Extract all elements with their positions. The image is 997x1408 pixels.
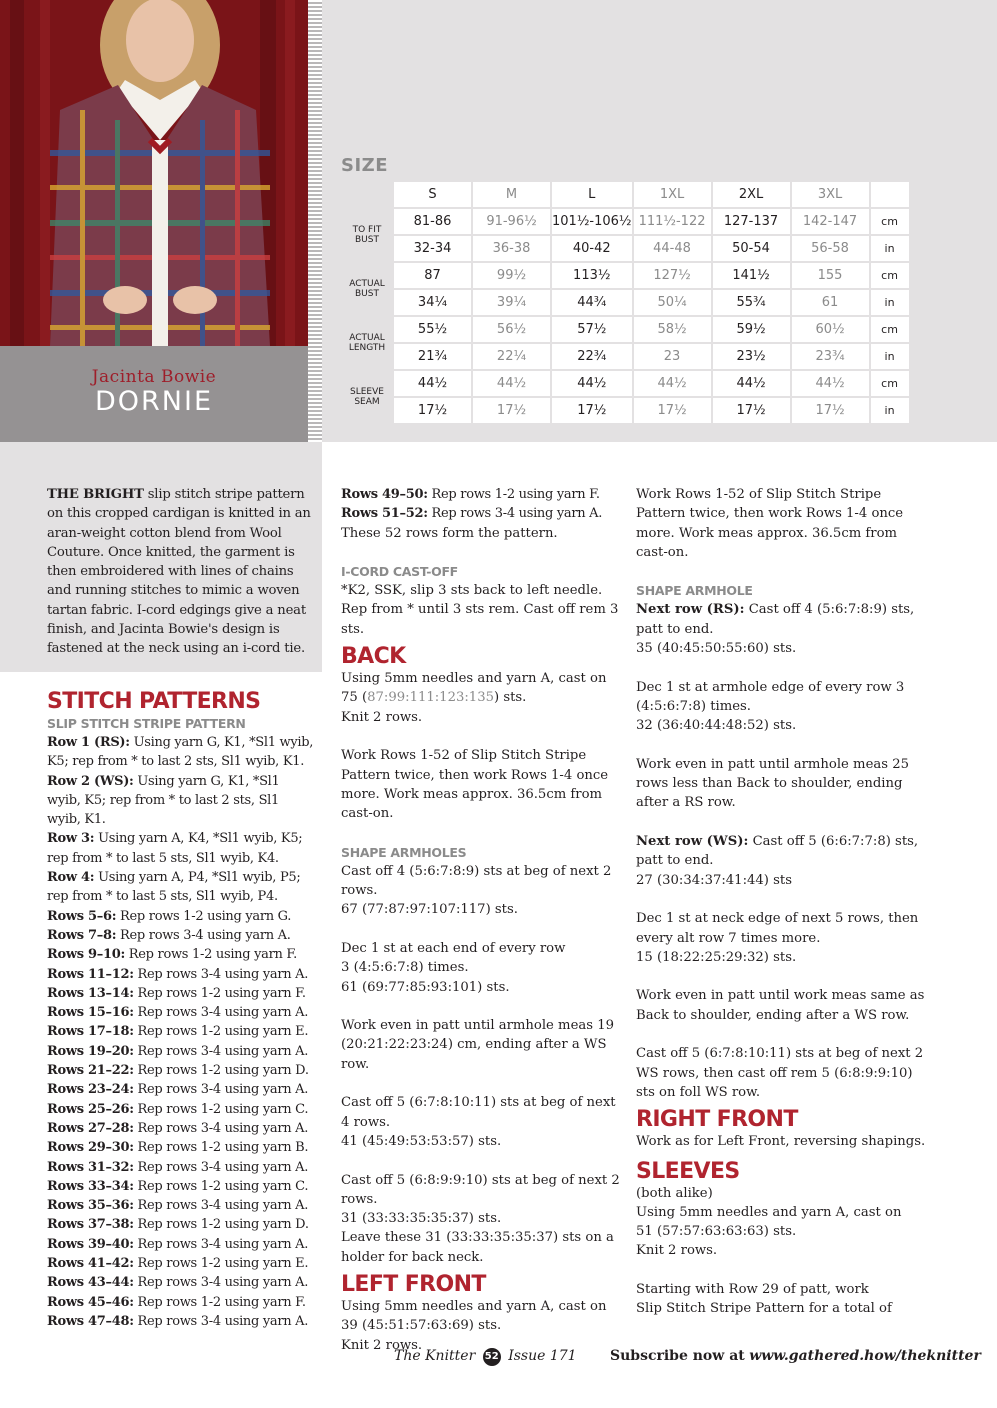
left-front-text: 39 (45:51:57:63:69) sts. xyxy=(341,1318,502,1334)
stitch-row: Row 4: Using yarn A, P4, *Sl1 wyib, P5; rep from * to last 5 sts, Sl1 wyib, P4. xyxy=(47,870,301,905)
size-value-cell: 111½-122 xyxy=(634,209,711,234)
size-value-cell: 17½ xyxy=(473,398,550,423)
page-number: 52 xyxy=(483,1348,501,1366)
subscribe-link[interactable]: www.gathered.how/theknitter xyxy=(749,1348,981,1364)
slip-stitch-subheading: SLIP STITCH STRIPE PATTERN xyxy=(47,716,246,731)
size-value-cell: 34¼ xyxy=(394,290,471,315)
stitch-row: Rows 19–20: Rep rows 3-4 using yarn A. xyxy=(47,1043,309,1059)
stitch-row: Rows 49–50: Rep rows 1-2 using yarn F. xyxy=(341,487,600,502)
unit-cell: cm xyxy=(871,209,909,234)
back-text: Cast off 5 (6:7:8:10:11) sts at beg of next 4 rows. xyxy=(341,1095,616,1130)
size-value-cell: 91-96½ xyxy=(473,209,550,234)
measurement-label: ACTUAL LENGTH xyxy=(348,333,386,353)
unit-cell: in xyxy=(871,344,909,369)
sleeves-text: Knit 2 rows. xyxy=(636,1243,718,1259)
left-front-text: Work even in patt until armhole meas 25 rows less than Back to shoulder, ending after a RS row. xyxy=(636,756,909,811)
model-illustration xyxy=(0,0,308,346)
back-text: Dec 1 st at each end of every row xyxy=(341,940,566,956)
column-2 xyxy=(341,485,625,1355)
stitch-row: Rows 33–34: Rep rows 1-2 using yarn C. xyxy=(47,1178,309,1194)
size-value-cell: 23 xyxy=(634,344,711,369)
size-header-cell: L xyxy=(552,182,632,207)
size-value-cell: 155 xyxy=(792,263,869,288)
size-value-cell: 40-42 xyxy=(552,236,632,261)
size-value-cell: 17½ xyxy=(792,398,869,423)
size-value-cell: 127-137 xyxy=(713,209,790,234)
intro-body: slip stitch stripe pattern on this cropped cardigan is knitted in an aran-weight cotton blend from Wool Couture. Once knitted, the garment is then embroidered with lines of chains and running stitches to mimic a woven tartan fabric. I-cord edgings give a neat finish, and Jacinta Bowie's design is fastened at the neck using an i-cord tie. xyxy=(47,487,311,657)
size-value-cell: 127½ xyxy=(634,263,711,288)
stitch-row: Rows 23–24: Rep rows 3-4 using yarn A. xyxy=(47,1082,309,1098)
size-value-cell: 57½ xyxy=(552,317,632,342)
stitch-row: Rows 45–46: Rep rows 1-2 using yarn F. xyxy=(47,1294,306,1310)
back-text: 31 (33:33:35:35:37) sts. xyxy=(341,1211,502,1227)
size-value-cell: 58½ xyxy=(634,317,711,342)
measurement-label: SLEEVE SEAM xyxy=(350,387,384,407)
size-value-cell: 87 xyxy=(394,263,471,288)
size-value-cell: 99½ xyxy=(473,263,550,288)
back-text: 61 (69:77:85:93:101) sts. xyxy=(341,979,510,995)
size-header-cell: 2XL xyxy=(713,182,790,207)
measurement-label: TO FIT BUST xyxy=(352,225,382,245)
stitch-row: Rows 13–14: Rep rows 1-2 using yarn F. xyxy=(47,985,306,1001)
size-value-cell: 60½ xyxy=(792,317,869,342)
unit-cell: in xyxy=(871,236,909,261)
size-value-cell: 44½ xyxy=(634,371,711,396)
stitch-row: Rows 5–6: Rep rows 1-2 using yarn G. xyxy=(47,908,292,924)
size-value-cell: 113½ xyxy=(552,263,632,288)
stitch-row: Rows 47–48: Rep rows 3-4 using yarn A. xyxy=(47,1313,309,1329)
unit-cell: cm xyxy=(871,263,909,288)
size-value-cell: 44½ xyxy=(394,371,471,396)
subscribe-text: Subscribe now at xyxy=(610,1348,745,1364)
size-value-cell: 17½ xyxy=(552,398,632,423)
left-front-text: Using 5mm needles and yarn A, cast on xyxy=(341,1298,607,1314)
pattern-title: DORNIE xyxy=(94,386,214,417)
size-value-cell: 59½ xyxy=(713,317,790,342)
sleeves-text: Slip Stitch Stripe Pattern for a total of xyxy=(636,1301,892,1317)
size-header-cell: S xyxy=(394,182,471,207)
magazine-title: The Knitter xyxy=(394,1348,476,1364)
left-front-text: Work even in patt until work meas same as Back to shoulder, ending after a WS row. xyxy=(636,988,925,1023)
size-value-cell: 61 xyxy=(792,290,869,315)
column-3 xyxy=(636,485,926,1319)
stitch-row: Rows 7–8: Rep rows 3-4 using yarn A. xyxy=(47,927,291,943)
size-value-cell: 22¾ xyxy=(552,344,632,369)
size-value-cell: 56-58 xyxy=(792,236,869,261)
back-text: Work Rows 1-52 of Slip Stitch Stripe Pattern twice, then work Rows 1-4 once more. Work meas approx. 36.5cm from cast-on. xyxy=(341,748,609,822)
size-header-cell: 3XL xyxy=(792,182,869,207)
stitch-row: Rows 39–40: Rep rows 3-4 using yarn A. xyxy=(47,1236,309,1252)
back-text: Using 5mm needles and yarn A, cast on xyxy=(341,671,607,687)
size-value-cell: 141½ xyxy=(713,263,790,288)
icord-line-1: *K2, SSK, slip 3 sts back to left needle. xyxy=(341,583,603,599)
back-text: Knit 2 rows. xyxy=(341,709,423,725)
pattern-closing: These 52 rows form the pattern. xyxy=(341,525,558,541)
back-text: 41 (45:49:53:53:57) sts. xyxy=(341,1133,502,1149)
back-heading: BACK xyxy=(341,644,406,670)
stitch-row: Rows 25–26: Rep rows 1-2 using yarn C. xyxy=(47,1101,309,1117)
size-value-cell: 44½ xyxy=(473,371,550,396)
size-header-cell: M xyxy=(473,182,550,207)
size-value-cell: 23½ xyxy=(713,344,790,369)
left-front-text: Next row (RS): Cast off 4 (5:6:7:8:9) sts, patt to end. xyxy=(636,602,915,637)
left-front-heading: LEFT FRONT xyxy=(341,1271,486,1297)
unit-cell: cm xyxy=(871,371,909,396)
stitch-row: Row 2 (WS): Using yarn G, K1, *Sl1 wyib, K5; rep from * to last 2 sts, Sl1 wyib, K1. xyxy=(47,773,280,828)
measurement-label: ACTUAL BUST xyxy=(349,279,385,299)
right-front-text: Work as for Left Front, reversing shapings. xyxy=(636,1134,926,1150)
footer-subscribe xyxy=(610,1348,981,1364)
unit-cell: in xyxy=(871,398,909,423)
stitch-row: Rows 15–16: Rep rows 3-4 using yarn A. xyxy=(47,1005,309,1021)
unit-cell: in xyxy=(871,290,909,315)
designer-name: Jacinta Bowie xyxy=(91,367,217,387)
stitch-row: Rows 21–22: Rep rows 1-2 using yarn D. xyxy=(47,1063,309,1079)
size-value-cell: 23¾ xyxy=(792,344,869,369)
stitch-rows-list xyxy=(47,733,315,1331)
size-value-cell: 36-38 xyxy=(473,236,550,261)
sleeves-text: Starting with Row 29 of patt, work xyxy=(636,1281,869,1297)
size-value-cell: 44½ xyxy=(792,371,869,396)
stitch-row: Rows 51–52: Rep rows 3-4 using yarn A. xyxy=(341,506,603,522)
size-value-cell: 142-147 xyxy=(792,209,869,234)
size-header-cell: 1XL xyxy=(634,182,711,207)
stitch-row: Rows 29–30: Rep rows 1-2 using yarn B. xyxy=(47,1140,309,1156)
size-value-cell: 81-86 xyxy=(394,209,471,234)
issue-number: Issue 171 xyxy=(508,1348,577,1364)
stitch-row: Rows 43–44: Rep rows 3-4 using yarn A. xyxy=(47,1275,309,1291)
sleeves-text: 51 (57:57:63:63:63) sts. xyxy=(636,1224,797,1240)
left-front-text: Dec 1 st at armhole edge of every row 3 (4:5:6:7:8) times. xyxy=(636,679,905,714)
size-value-cell: 50¼ xyxy=(634,290,711,315)
back-text: 75 (87:99:111:123:135) sts. xyxy=(341,690,527,706)
size-value-cell: 44½ xyxy=(713,371,790,396)
back-text: 67 (77:87:97:107:117) sts. xyxy=(341,902,518,918)
size-value-cell: 44¾ xyxy=(552,290,632,315)
left-front-text: Cast off 5 (6:7:8:10:11) sts at beg of next 2 WS rows, then cast off rem 5 (6:8:9:9:10) sts on foll WS row. xyxy=(636,1046,924,1100)
stitch-patterns-heading: STITCH PATTERNS xyxy=(47,689,261,714)
stitch-row: Rows 37–38: Rep rows 1-2 using yarn D. xyxy=(47,1217,309,1233)
icord-heading: I-CORD CAST-OFF xyxy=(341,564,458,580)
decorative-strip xyxy=(308,0,322,442)
size-table xyxy=(340,180,911,425)
stitch-row: Row 1 (RS): Using yarn G, K1, *Sl1 wyib, K5; rep from * to last 2 sts, Sl1 wyib, K1. xyxy=(47,735,314,770)
size-value-cell: 22¼ xyxy=(473,344,550,369)
intro-lead: THE BRIGHT xyxy=(47,487,144,502)
left-front-text: Knit 2 rows. xyxy=(341,1337,423,1353)
size-heading: SIZE xyxy=(341,155,389,176)
left-front-text: 32 (36:40:44:48:52) sts. xyxy=(636,718,797,734)
size-value-cell: 44½ xyxy=(552,371,632,396)
stitch-row: Rows 17–18: Rep rows 1-2 using yarn E. xyxy=(47,1024,309,1040)
left-front-text: 15 (18:22:25:29:32) sts. xyxy=(636,949,797,965)
footer-magazine xyxy=(394,1348,577,1366)
left-front-text: Next row (WS): Cast off 5 (6:6:7:7:8) sts, patt to end. xyxy=(636,834,919,869)
left-front-text: 35 (40:45:50:55:60) sts. xyxy=(636,641,797,657)
sleeves-text: (both alike) xyxy=(636,1185,713,1201)
left-front-text: Work Rows 1-52 of Slip Stitch Stripe Pattern twice, then work Rows 1-4 once more. Work meas approx. 36.5cm from cast-on. xyxy=(636,487,904,560)
sleeves-heading: SLEEVES xyxy=(636,1158,740,1184)
shape-armholes-heading: SHAPE ARMHOLES xyxy=(341,844,467,860)
back-text: Cast off 4 (5:6:7:8:9) sts at beg of next 2 rows. xyxy=(341,863,612,899)
right-front-heading: RIGHT FRONT xyxy=(636,1107,798,1133)
shape-armhole-heading: SHAPE ARMHOLE xyxy=(636,583,753,599)
column-1 xyxy=(47,690,315,1331)
left-front-text: Dec 1 st at neck edge of next 5 rows, then every alt row 7 times more. xyxy=(636,911,919,946)
size-value-cell: 55¾ xyxy=(713,290,790,315)
size-value-cell: 44-48 xyxy=(634,236,711,261)
stitch-row: Rows 35–36: Rep rows 3-4 using yarn A. xyxy=(47,1198,309,1214)
back-text: 3 (4:5:6:7:8) times. xyxy=(341,960,469,976)
unit-cell: cm xyxy=(871,317,909,342)
back-text: Work even in patt until armhole meas 19 (20:21:22:23:24) cm, ending after a WS row. xyxy=(341,1018,614,1072)
stitch-row: Rows 41–42: Rep rows 1-2 using yarn E. xyxy=(47,1256,309,1272)
size-value-cell: 55½ xyxy=(394,317,471,342)
size-value-cell: 32-34 xyxy=(394,236,471,261)
size-value-cell: 56½ xyxy=(473,317,550,342)
stitch-row: Row 3: Using yarn A, K4, *Sl1 wyib, K5; rep from * to last 5 sts, Sl1 wyib, K4. xyxy=(47,831,303,866)
stitch-row: Rows 27–28: Rep rows 3-4 using yarn A. xyxy=(47,1120,309,1136)
size-value-cell: 21¾ xyxy=(394,344,471,369)
size-value-cell: 17½ xyxy=(634,398,711,423)
stitch-rows-list-cont xyxy=(341,485,625,524)
stitch-row: Rows 11–12: Rep rows 3-4 using yarn A. xyxy=(47,966,309,982)
size-value-cell: 101½-106½ xyxy=(552,209,632,234)
size-value-cell: 17½ xyxy=(713,398,790,423)
back-text: Leave these 31 (33:33:35:35:37) sts on a holder for back neck. xyxy=(341,1230,614,1265)
stitch-row: Rows 9–10: Rep rows 1-2 using yarn F. xyxy=(47,947,297,963)
model-photo xyxy=(0,0,308,346)
left-front-text: 27 (30:34:37:41:44) sts xyxy=(636,872,792,888)
sleeves-text: Using 5mm needles and yarn A, cast on xyxy=(636,1204,902,1220)
icord-line-2: Rep from * until 3 sts rem. Cast off rem 3 sts. xyxy=(341,602,619,637)
intro-text xyxy=(47,485,311,659)
size-value-cell: 50-54 xyxy=(713,236,790,261)
back-text: Cast off 5 (6:8:9:9:10) sts at beg of next 2 rows. xyxy=(341,1172,620,1207)
size-value-cell: 17½ xyxy=(394,398,471,423)
pattern-caption xyxy=(0,346,308,442)
stitch-row: Rows 31–32: Rep rows 3-4 using yarn A. xyxy=(47,1159,309,1175)
size-value-cell: 39¼ xyxy=(473,290,550,315)
